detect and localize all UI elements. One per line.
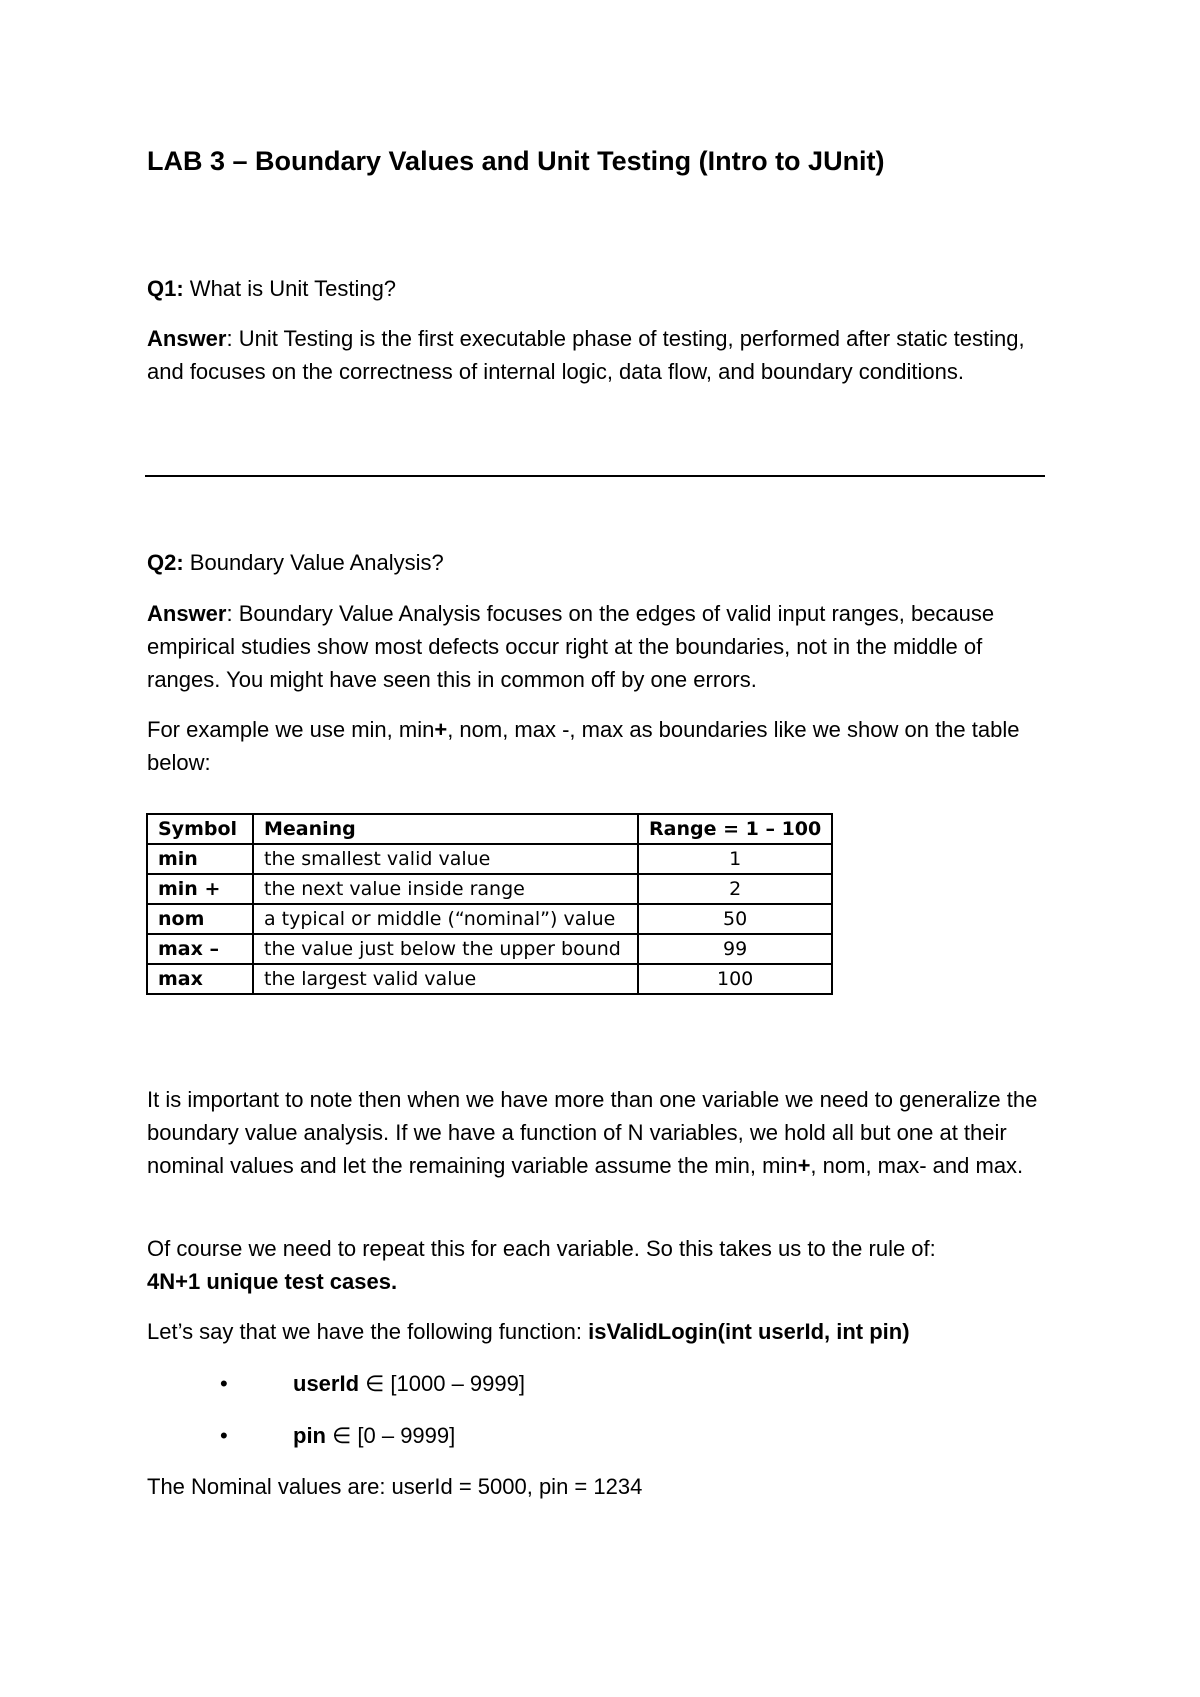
boundary-values-table [146,813,833,995]
repeat-paragraph [147,1232,1047,1298]
bullet-text [293,1367,525,1400]
bullet-icon: • [220,1371,228,1396]
q2-label: Q2: [147,550,184,575]
table-cell-meaning: the value just below the upper bound [253,934,638,964]
table-row [147,844,832,874]
bullet-item-userid [0,1367,1200,1400]
bullet-var-name: pin [293,1423,326,1448]
q1-answer [147,322,1047,388]
table-row [147,964,832,994]
repeat-text: Of course we need to repeat this for each variable. So this takes us to the rule of: [147,1236,936,1261]
table-row [147,904,832,934]
q2-example-text-1: For example we use min, min [147,717,435,742]
q1-question [147,272,1047,305]
table-row [147,934,832,964]
table-cell-meaning: the smallest valid value [253,844,638,874]
multi-variable-text-1: It is important to note then when we have more than one variable we need to generalize the boundary value analysis. If we have a function of N variables, we hold all but one at their nominal values and let the remaining variable assume the min, min [147,1087,1038,1178]
table-cell-symbol: max – [147,934,253,964]
rule-4n-plus-1: 4N+1 unique test cases. [147,1269,398,1294]
table-cell-value: 2 [638,874,832,904]
q1-answer-label: Answer [147,326,227,351]
function-intro-text: Let’s say that we have the following function: [147,1319,589,1344]
section-divider [145,475,1045,477]
nominal-values-line: The Nominal values are: userId = 5000, pin = 1234 [147,1474,643,1499]
page-title: LAB 3 – Boundary Values and Unit Testing (Intro to JUnit) [147,146,885,176]
q2-example-plus: + [434,717,448,742]
q1-label: Q1: [147,276,184,301]
bullet-text [293,1419,455,1452]
table-header-range: Range = 1 – 100 [638,814,832,844]
bullet-var-name: userId [293,1371,360,1396]
q2-example-text-2: , nom, max -, max as boundaries like we show on the table below: [147,717,1020,775]
q2-answer-label: Answer [147,601,227,626]
table-cell-value: 1 [638,844,832,874]
bullet-item-pin [0,1419,1200,1452]
table-header-symbol: Symbol [147,814,253,844]
table-header-row [147,814,832,844]
table-row [147,874,832,904]
q2-answer-text: : Boundary Value Analysis focuses on the edges of valid input ranges, because empirical studies show most defects occur right at the boundaries, not in the middle of ranges. You might have seen this in common off by one errors. [147,601,995,692]
q2-question-text: Boundary Value Analysis? [183,550,444,575]
table-cell-meaning: a typical or middle (“nominal”) value [253,904,638,934]
bullet-var-range: ∈ [0 – 9999] [326,1423,456,1448]
table-cell-symbol: max [147,964,253,994]
table-cell-value: 100 [638,964,832,994]
q2-question [147,546,1047,579]
table-cell-meaning: the largest valid value [253,964,638,994]
table-header-meaning: Meaning [253,814,638,844]
table-cell-meaning: the next value inside range [253,874,638,904]
function-signature: isValidLogin(int userId, int pin) [588,1319,910,1344]
multi-variable-text-2: , nom, max- and max. [810,1153,1024,1178]
bullet-var-range: ∈ [1000 – 9999] [359,1371,525,1396]
function-paragraph [147,1315,1047,1348]
multi-variable-plus: + [797,1153,811,1178]
table-cell-symbol: nom [147,904,253,934]
table-cell-value: 99 [638,934,832,964]
q1-answer-text: : Unit Testing is the first executable phase of testing, performed after static testing, and focuses on the correctness of internal logic, data flow, and boundary conditions. [147,326,1025,384]
bullet-icon: • [220,1423,228,1448]
q2-answer [147,597,1047,696]
q2-example [147,713,1047,779]
table-cell-value: 50 [638,904,832,934]
table-cell-symbol: min [147,844,253,874]
table-cell-symbol: min + [147,874,253,904]
q1-question-text: What is Unit Testing? [183,276,397,301]
multi-variable-paragraph [147,1083,1047,1182]
